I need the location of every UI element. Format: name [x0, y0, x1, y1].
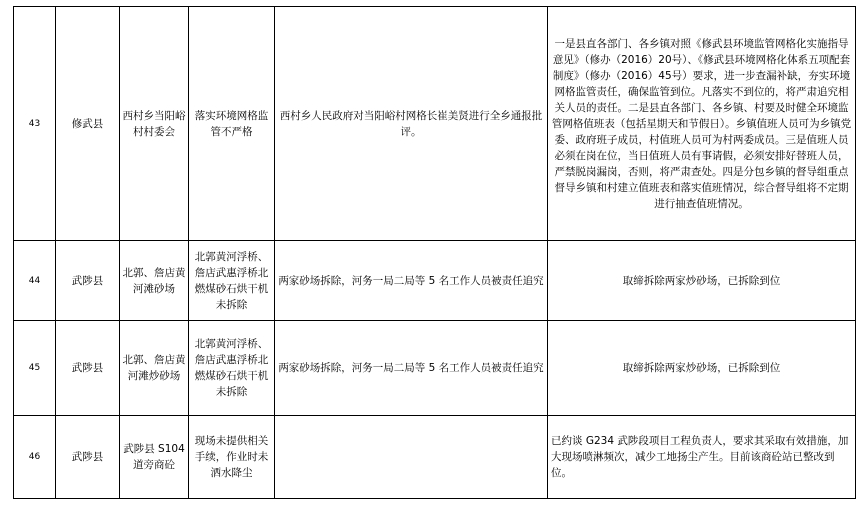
table-row — [14, 416, 856, 499]
measures-cell: 取缔拆除两家炒砂场，已拆除到位 — [548, 241, 856, 321]
location-cell: 北郭、詹店黄河滩砂场 — [120, 241, 189, 321]
row-number: 45 — [14, 321, 56, 416]
rectification-table — [13, 6, 856, 499]
problem-cell: 现场未提供相关手续，作业时未洒水降尘 — [189, 416, 275, 499]
problem-cell: 落实环境网格监管不严格 — [189, 7, 275, 241]
row-number: 44 — [14, 241, 56, 321]
measures-cell: 取缔拆除两家炒砂场，已拆除到位 — [548, 321, 856, 416]
table-row — [14, 241, 856, 321]
table-row — [14, 321, 856, 416]
location-cell: 武陟县 S104 道旁商砼 — [120, 416, 189, 499]
handling-cell: 西村乡人民政府对当阳峪村网格长崔美贤进行全乡通报批评。 — [275, 7, 548, 241]
handling-cell: 两家砂场拆除，河务一局二局等 5 名工作人员被责任追究 — [275, 241, 548, 321]
location-cell: 西村乡当阳峪村村委会 — [120, 7, 189, 241]
county-cell: 武陟县 — [56, 241, 120, 321]
county-cell: 武陟县 — [56, 321, 120, 416]
measures-cell: 已约谈 G234 武陟段项目工程负责人，要求其采取有效措施，加大现场喷淋频次，减少工地扬尘产生。目前该商砼站已整改到位。 — [548, 416, 856, 499]
table-row — [14, 7, 856, 241]
problem-cell: 北郭黄河浮桥、詹店武惠浮桥北燃煤砂石烘干机未拆除 — [189, 321, 275, 416]
county-cell: 武陟县 — [56, 416, 120, 499]
location-cell: 北郭、詹店黄河滩炒砂场 — [120, 321, 189, 416]
problem-cell: 北郭黄河浮桥、詹店武惠浮桥北燃煤砂石烘干机未拆除 — [189, 241, 275, 321]
county-cell: 修武县 — [56, 7, 120, 241]
measures-cell: 一是县直各部门、各乡镇对照《修武县环境监管网格化实施指导意见》（修办（2016）20号）、《修武县环境网格化体系五项配套制度》（修办（2016）45号）要求，进一步查漏补缺，夯实环境网格监管责任，确保监管到位。凡落实不到位的，将严肃追究相关人员的责任。二是县直各部门、各乡镇、村要及时健全环境监管网格值班表（包括星期天和节假日）。乡镇值班人员可为乡镇党委、政府班子成员，村值班人员可为村两委成员。三是值班人员必须在岗在位，当日值班人员有事请假，必须安排好替班人员，严禁脱岗漏岗，否则，将严肃查处。四是分包乡镇的督导组重点督导乡镇和村建立值班表和落实值班情况，综合督导组将不定期进行抽查值班情况。 — [548, 7, 856, 241]
handling-cell: 两家砂场拆除，河务一局二局等 5 名工作人员被责任追究 — [275, 321, 548, 416]
row-number: 46 — [14, 416, 56, 499]
row-number: 43 — [14, 7, 56, 241]
handling-cell — [275, 416, 548, 499]
